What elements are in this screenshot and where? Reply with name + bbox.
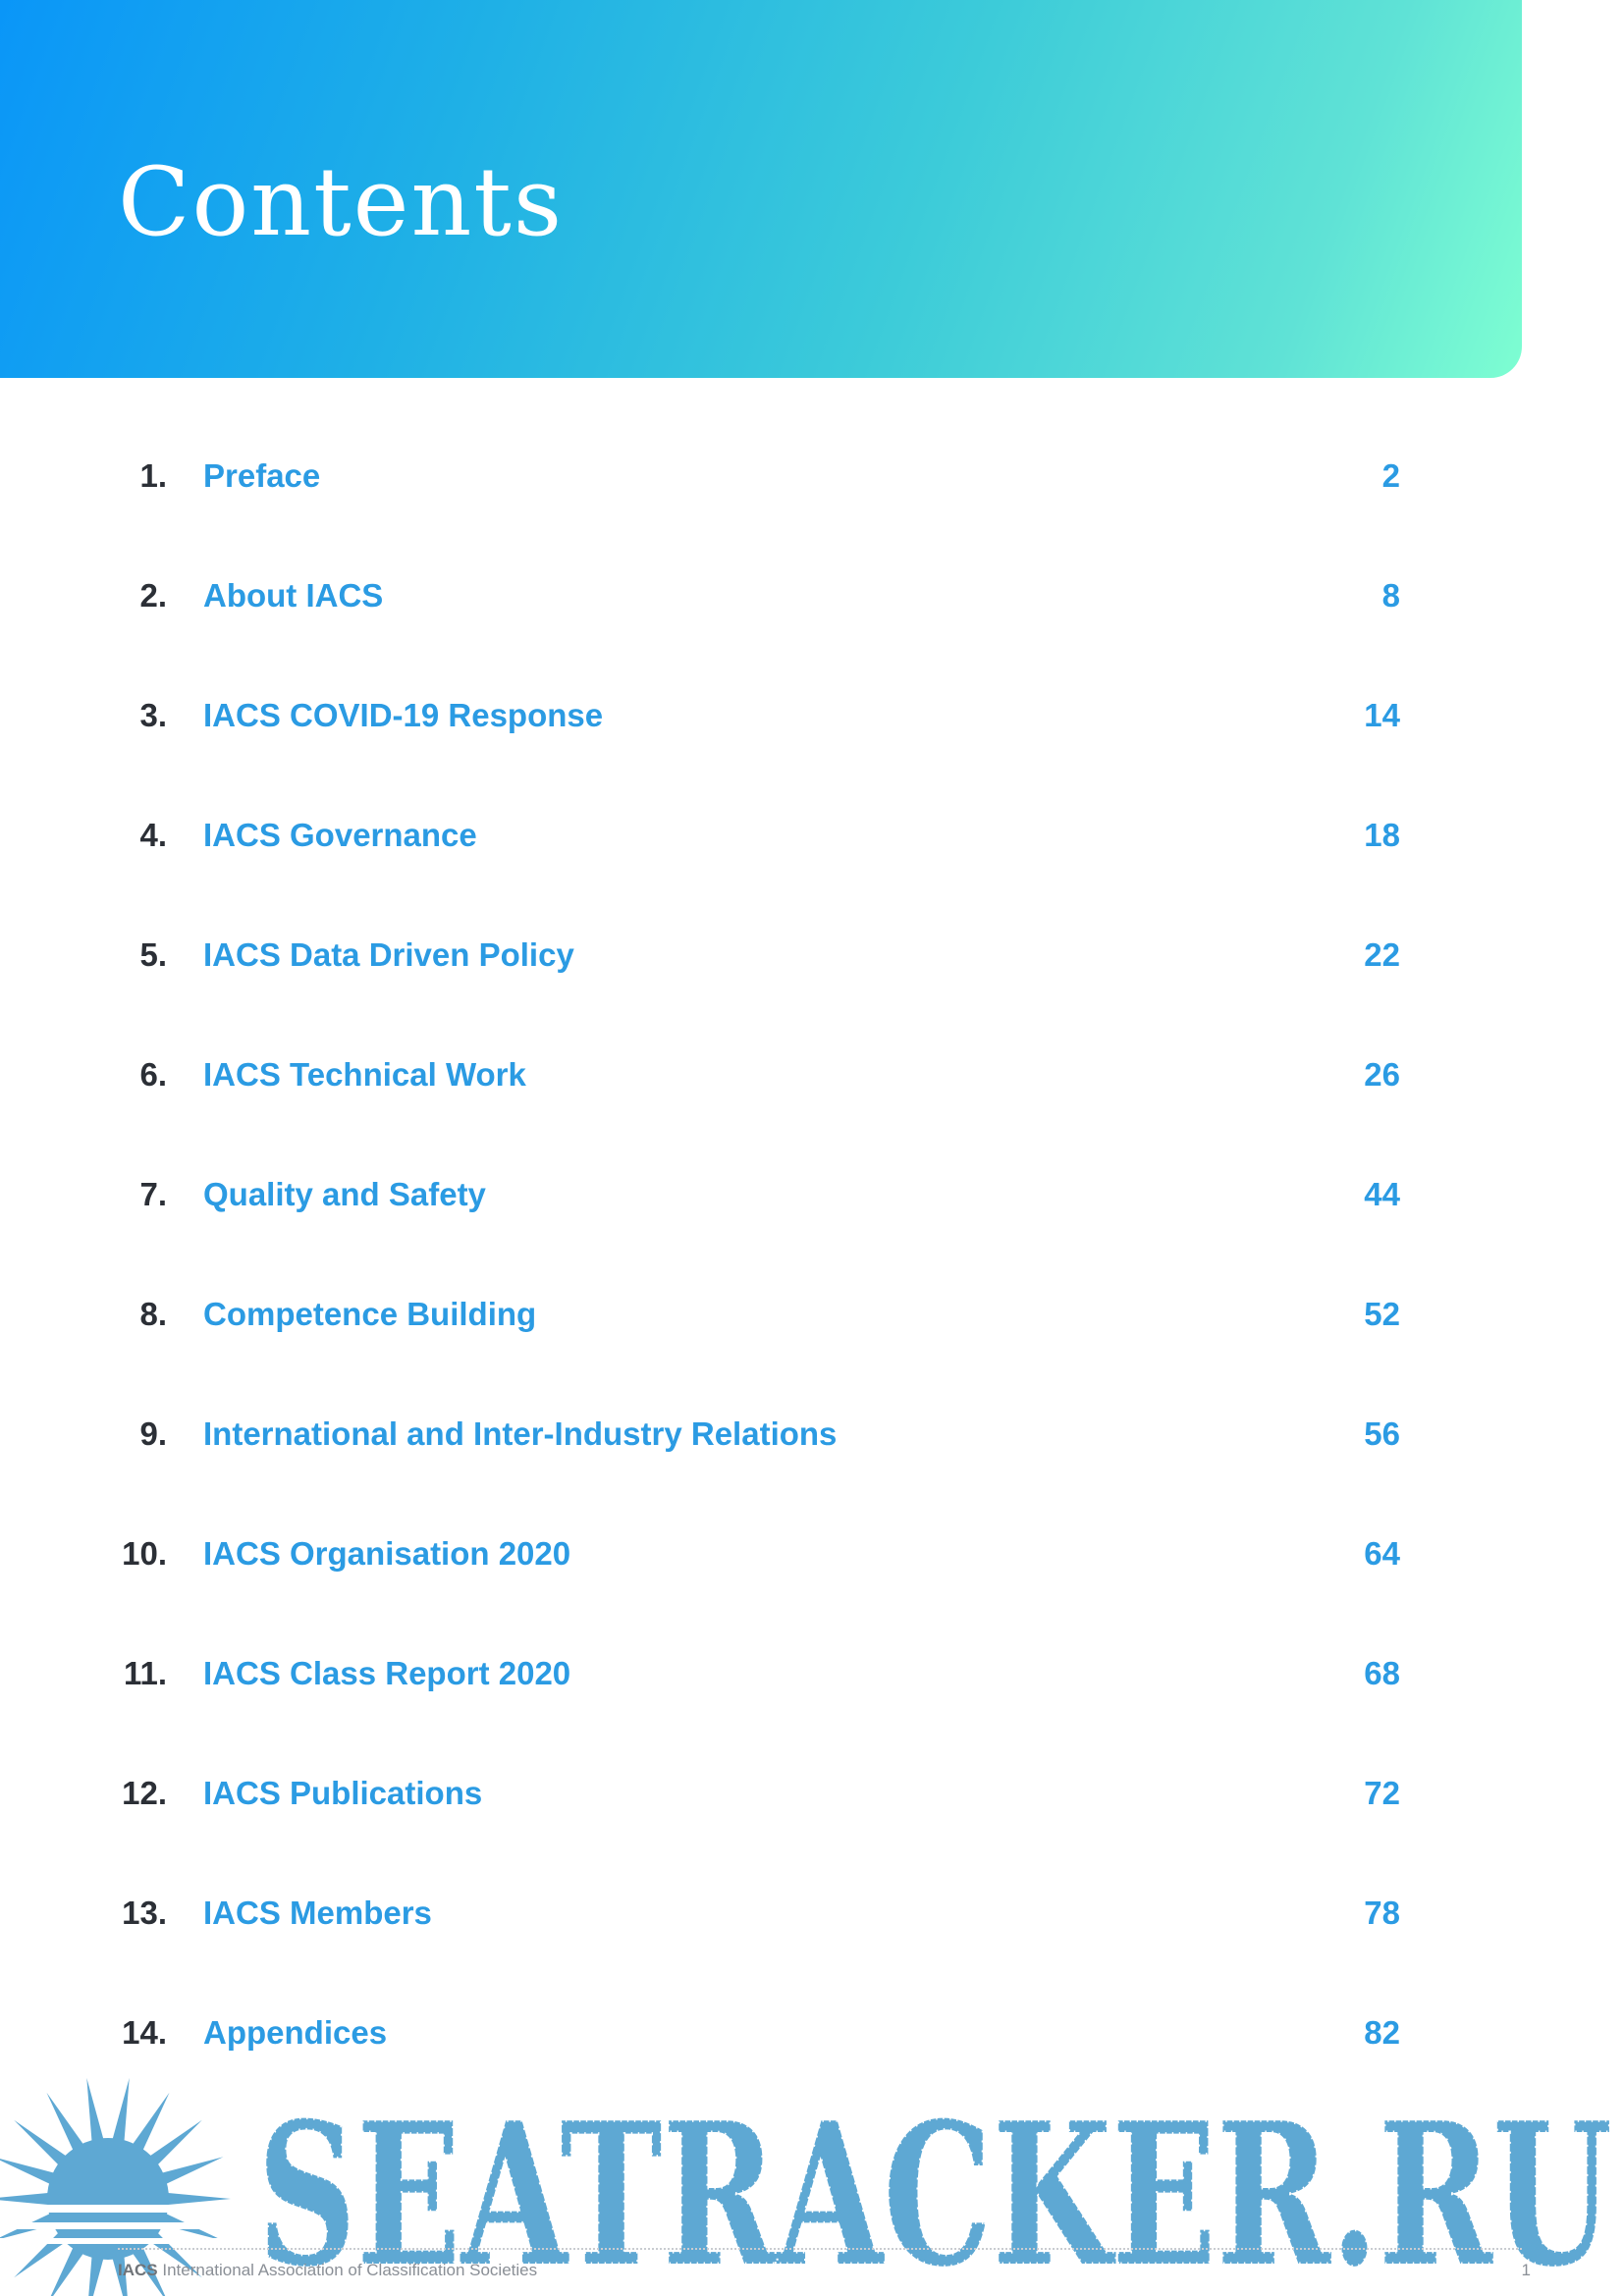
toc-entry[interactable]: [0, 1644, 1624, 1703]
toc-entry-page[interactable]: 14: [1364, 697, 1400, 733]
toc-entry-page[interactable]: 8: [1381, 577, 1400, 614]
footer-org: [118, 2261, 537, 2280]
toc-entry[interactable]: [0, 566, 1624, 625]
toc-entry[interactable]: [0, 926, 1624, 985]
toc-entry-page[interactable]: 68: [1364, 1655, 1400, 1691]
toc-entry-page[interactable]: 44: [1364, 1176, 1400, 1212]
toc-entry-number: 5.: [139, 936, 167, 973]
toc-entry-page[interactable]: 64: [1364, 1535, 1400, 1572]
toc-entry-page[interactable]: 82: [1364, 2014, 1400, 2051]
toc-entry-number: 6.: [139, 1056, 167, 1093]
toc-entry-link[interactable]: Competence Building: [203, 1296, 537, 1332]
toc-entry[interactable]: [0, 686, 1624, 745]
sun-ray: [86, 2078, 105, 2148]
toc-entry-link[interactable]: IACS Data Driven Policy: [203, 936, 574, 973]
footer-org-name: International Association of Classification Societies: [162, 2261, 538, 2279]
toc-entry-link[interactable]: IACS Governance: [203, 817, 477, 853]
toc-entry-number: 13.: [122, 1895, 167, 1931]
toc-entry-number: 7.: [139, 1176, 167, 1212]
toc-entry-link[interactable]: International and Inter-Industry Relations: [203, 1415, 838, 1452]
toc-entry-link[interactable]: IACS Publications: [203, 1775, 483, 1811]
toc-entry[interactable]: [0, 2003, 1624, 2062]
toc-entry[interactable]: [0, 1764, 1624, 1823]
toc-entry-page[interactable]: 26: [1364, 1056, 1400, 1093]
toc-entry[interactable]: [0, 1045, 1624, 1104]
toc-entry-number: 14.: [122, 2014, 167, 2051]
toc-entry-link[interactable]: IACS COVID-19 Response: [203, 697, 604, 733]
toc-entry-link[interactable]: IACS Class Report 2020: [203, 1655, 571, 1691]
toc-entry-page[interactable]: 56: [1364, 1415, 1400, 1452]
header-banner: [0, 0, 1522, 378]
toc-entry-page[interactable]: 2: [1381, 457, 1400, 494]
toc-entry-number: 2.: [139, 577, 167, 614]
toc-entry-number: 9.: [139, 1415, 167, 1452]
footer-org-abbr: IACS: [118, 2261, 158, 2279]
toc-entry-number: 3.: [139, 697, 167, 733]
toc-entry[interactable]: [0, 1165, 1624, 1224]
sun-ray: [162, 2192, 231, 2205]
sun-ray: [111, 2078, 130, 2148]
toc-entry-number: 1.: [139, 457, 167, 494]
toc-entry-number: 8.: [139, 1296, 167, 1332]
footer-divider: [118, 2248, 1522, 2250]
toc-entry[interactable]: [0, 806, 1624, 865]
toc-entry-page[interactable]: 22: [1364, 936, 1400, 973]
toc-entry-link[interactable]: Quality and Safety: [203, 1176, 486, 1212]
toc-entry-link[interactable]: IACS Members: [203, 1895, 432, 1931]
toc-entry-number: 11.: [123, 1655, 167, 1691]
toc-entry[interactable]: [0, 1884, 1624, 1943]
sun-ray: [0, 2192, 54, 2205]
toc-entry-number: 4.: [139, 817, 167, 853]
toc-entry[interactable]: [0, 1405, 1624, 1464]
toc-entry-page[interactable]: 52: [1364, 1296, 1400, 1332]
toc-entry-link[interactable]: Appendices: [203, 2014, 388, 2051]
toc-entry-page[interactable]: 18: [1364, 817, 1400, 853]
page-title: Contents: [118, 147, 565, 257]
toc-entry[interactable]: [0, 447, 1624, 506]
toc-entry-number: 12.: [122, 1775, 167, 1811]
footer-page-number: 1: [1521, 2261, 1531, 2279]
watermark-text: SEATRACKER.RU: [257, 2080, 1612, 2296]
toc-entry-link[interactable]: Preface: [203, 457, 321, 494]
toc-entry-link[interactable]: About IACS: [203, 577, 384, 614]
toc-entry-number: 10.: [122, 1535, 167, 1572]
toc-entry[interactable]: [0, 1524, 1624, 1583]
toc-entry[interactable]: [0, 1285, 1624, 1344]
toc-entry-link[interactable]: IACS Technical Work: [203, 1056, 526, 1093]
toc-entry-link[interactable]: IACS Organisation 2020: [203, 1535, 571, 1572]
toc-entry-page[interactable]: 78: [1364, 1895, 1400, 1931]
toc-entry-page[interactable]: 72: [1364, 1775, 1400, 1811]
